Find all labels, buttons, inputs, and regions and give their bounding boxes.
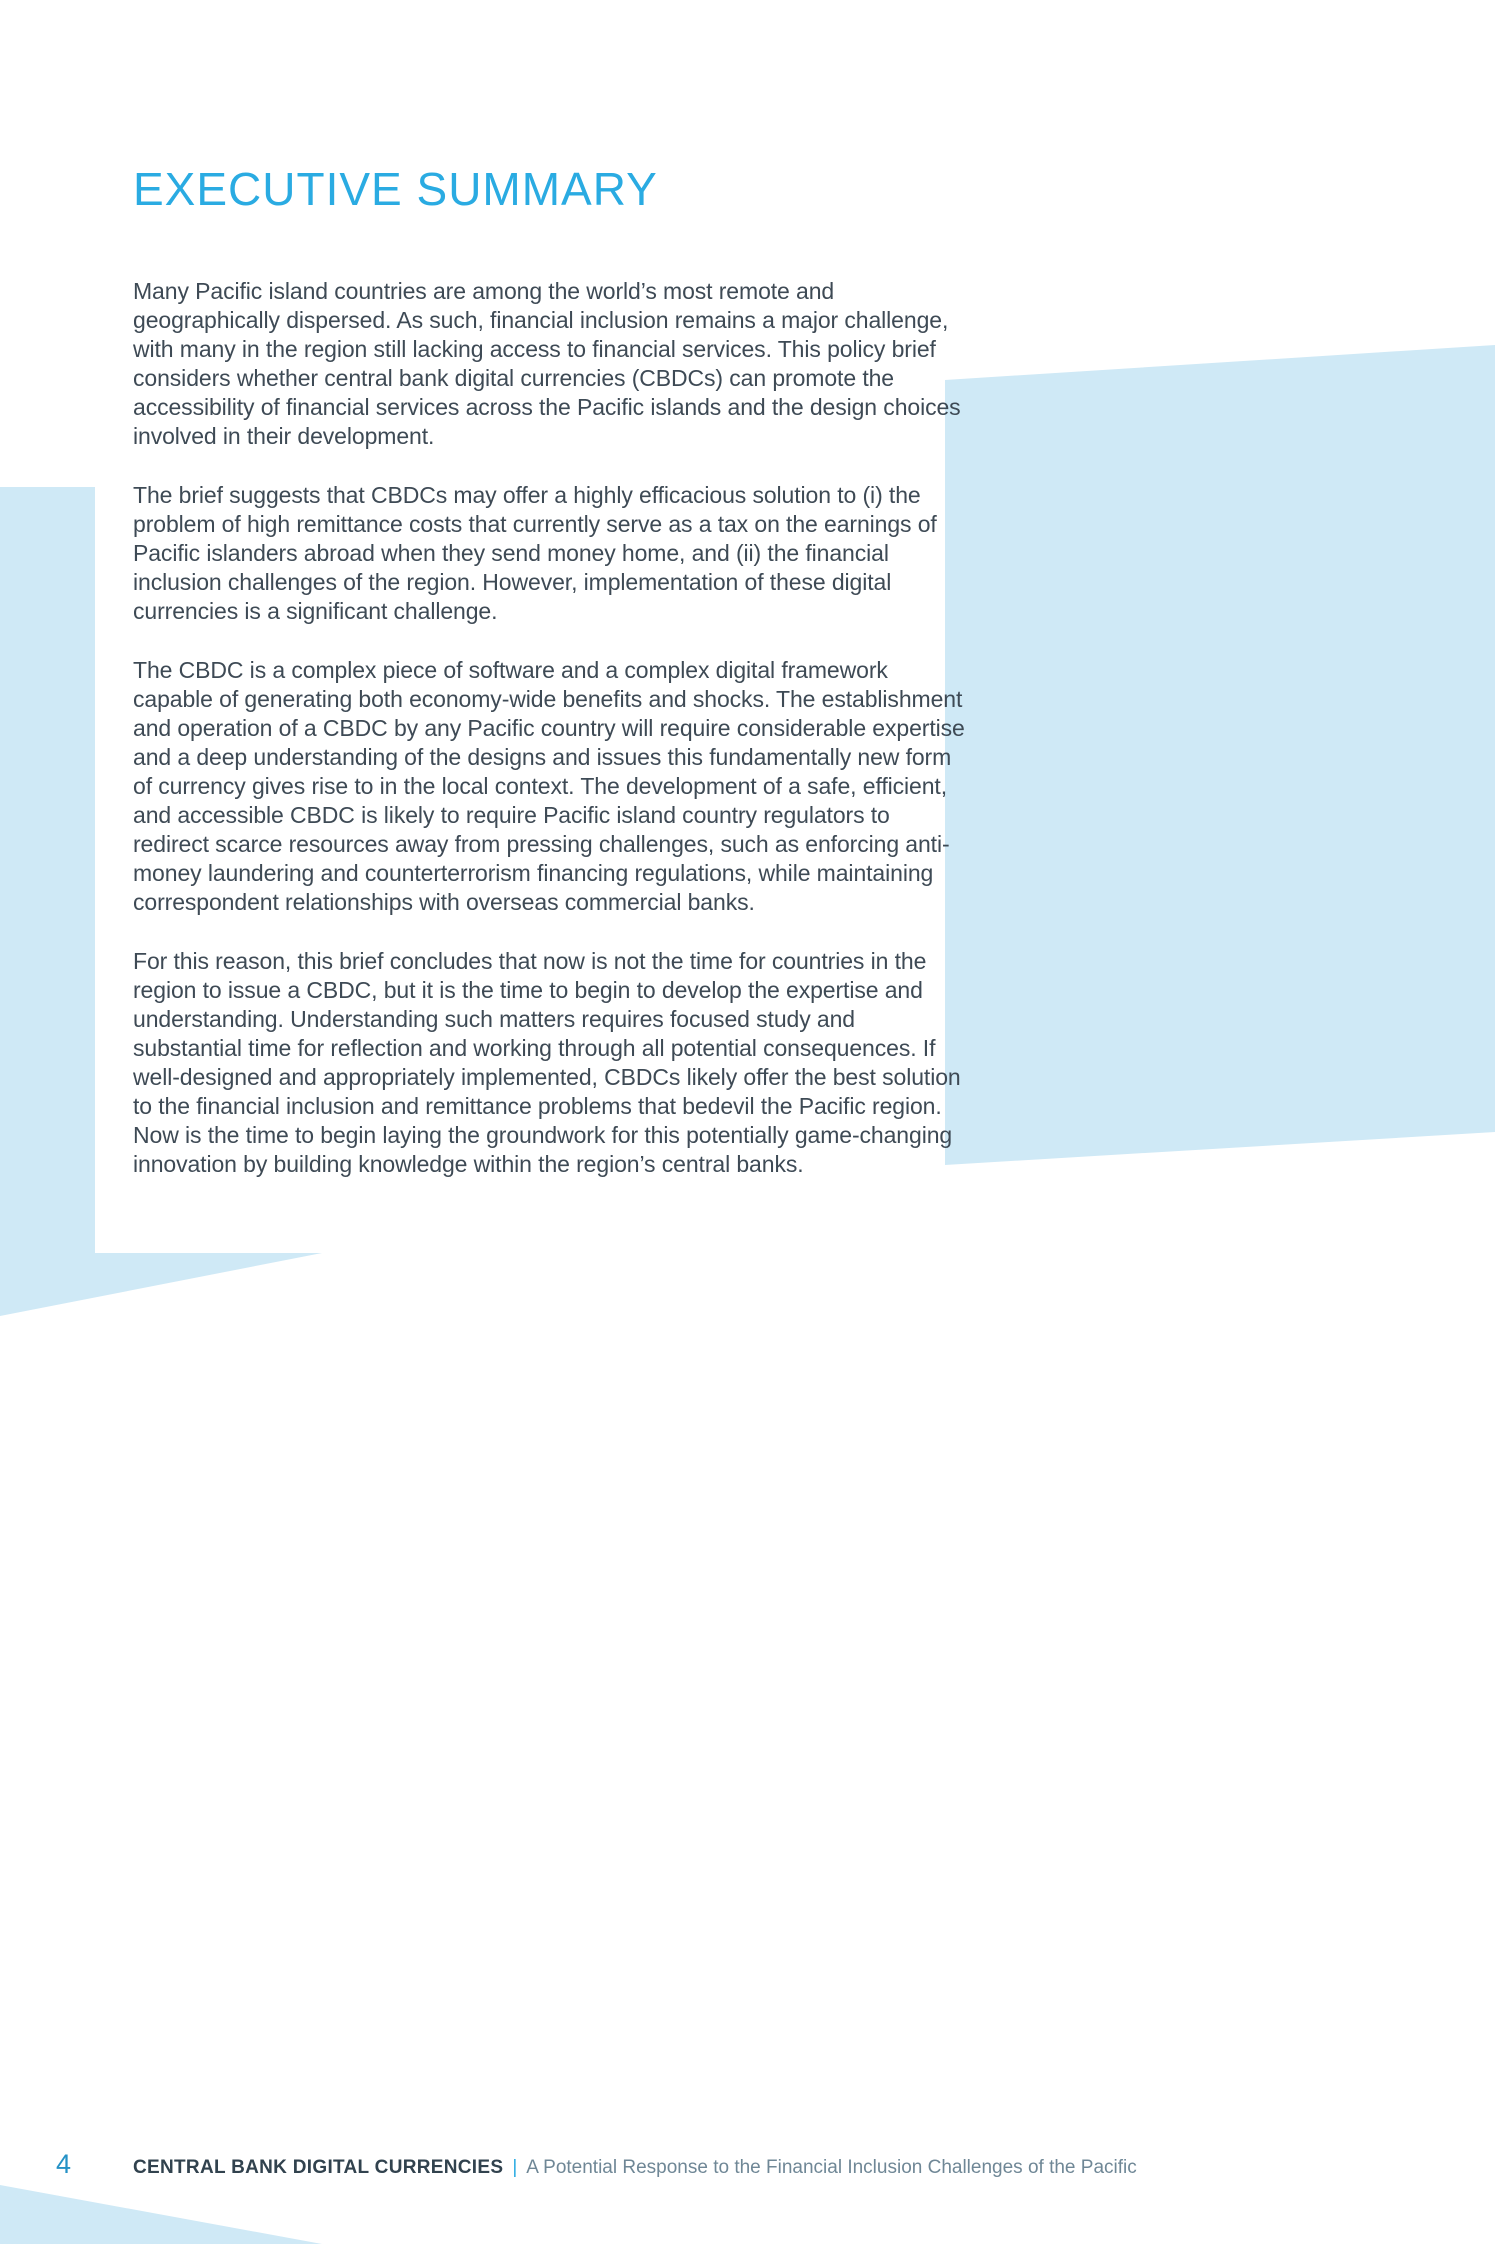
decor-shape-right [945, 345, 1495, 1168]
footer-separator: | [512, 2157, 518, 2178]
page-title: EXECUTIVE SUMMARY [133, 163, 658, 215]
paragraph-4: For this reason, this brief concludes that now is not the time for countries in the region to issue a CBDC, but it is the time to begin to develop the expertise and understanding. Understanding such matters requires focused study and substantial time for reflection and working through all potential consequences. If well-designed and appropriately implemented, CBDCs likely offer the best solution to the financial inclusion and remittance problems that bedevil the Pacific region. Now is the time to begin laying the groundwork for this potentially game-changing innovation by building knowledge within the region’s central banks. [133, 948, 961, 1177]
footer-doc-title: CENTRAL BANK DIGITAL CURRENCIES [133, 2157, 504, 2178]
footer-subtitle: A Potential Response to the Financial Inclusion Challenges of the Pacific [526, 2157, 1137, 2178]
paragraph-3: The CBDC is a complex piece of software and a complex digital framework capable of generating both economy-wide benefits and shocks. The establishment and operation of a CBDC by any Pacific country will require considerable expertise and a deep understanding of the designs and issues this fundamentally new form of currency gives rise to in the local context. The development of a safe, efficient, and accessible CBDC is likely to require Pacific island country regulators to redirect scarce resources away from pressing challenges, such as enforcing anti-money laundering and counterterrorism financing regulations, while maintaining correspondent relationships with overseas commercial banks. [133, 657, 965, 915]
body-text [133, 277, 968, 1179]
page-footer [133, 2157, 1137, 2179]
paragraph-2: The brief suggests that CBDCs may offer a highly efficacious solution to (i) the problem of high remittance costs that currently serve as a tax on the earnings of Pacific islanders abroad when they send money home, and (ii) the financial inclusion challenges of the region. However, implementation of these digital currencies is a significant challenge. [133, 482, 937, 624]
page-number: 4 [56, 2149, 72, 2179]
decor-shape-bottom-left [0, 2185, 322, 2244]
paragraph-1: Many Pacific island countries are among the world’s most remote and geographically dispersed. As such, financial inclusion remains a major challenge, with many in the region still lacking access to financial services. This policy brief considers whether central bank digital currencies (CBDCs) can promote the accessibility of financial services across the Pacific islands and the design choices involved in their development. [133, 278, 961, 449]
